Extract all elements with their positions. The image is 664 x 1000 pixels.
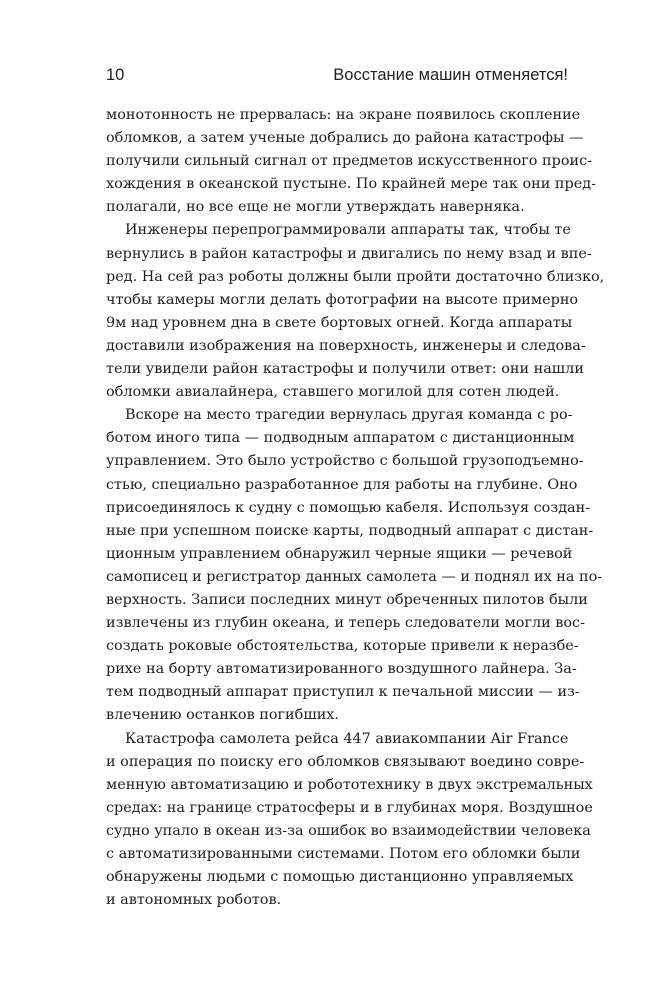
- text-line: чтобы камеры могли делать фотографии на высоте примерно: [106, 291, 579, 308]
- text-line: Катастрофа самолета рейса 447 авиакомпании Air France: [125, 730, 569, 747]
- text-line: присоединялось к судну с помощью кабеля. Используя создан-: [106, 499, 591, 516]
- text-line: обнаружены людьми с помощью дистанционно управляемых: [106, 869, 574, 886]
- text-line: тели увидели район катастрофы и получили ответ: они нашли: [106, 361, 584, 378]
- text-line: ботом иного типа — подводным аппаратом с дистанционным: [106, 430, 575, 447]
- text-line: извлечены из глубин океана, и теперь следователи могли вос-: [106, 615, 585, 632]
- page-header: [106, 66, 568, 90]
- text-line: средах: на границе стратосферы и в глубинах моря. Воздушное: [106, 799, 593, 816]
- text-line: 9м над уровнем дна в свете бортовых огней. Когда аппараты: [106, 314, 573, 331]
- text-line: влечению останков погибших.: [106, 707, 339, 724]
- text-line: самописец и регистратор данных самолета — и поднял их на по-: [106, 568, 603, 585]
- page-number: 10: [106, 66, 125, 84]
- text-line: вернулись в район катастрофы и двигались по нему взад и впе-: [106, 245, 592, 262]
- text-line: доставили изображения на поверхность, инженеры и следова-: [106, 337, 586, 354]
- paragraph: [106, 404, 603, 727]
- text-line: менную автоматизацию и робототехнику в двух экстремальных: [106, 776, 593, 793]
- paragraph: [106, 728, 593, 913]
- text-line: ные при успешном поиске карты, подводный аппарат с дистан-: [106, 522, 594, 539]
- text-line: ционным управлением обнаружил черные ящики — речевой: [106, 545, 573, 562]
- text-line: рихе на борту автоматизированного воздушного лайнера. За-: [106, 661, 577, 678]
- text-line: и операция по поиску его обломков связывают воедино совре-: [106, 753, 585, 770]
- text-line: монотонность не прервалась: на экране появилось скопление: [106, 107, 581, 123]
- text-line: создать роковые обстоятельства, которые привели к неразбе-: [106, 638, 579, 655]
- text-line: тем подводный аппарат приступил к печальной миссии — из-: [106, 684, 580, 701]
- text-line: получили сильный сигнал от предметов искусственного проис-: [106, 153, 593, 170]
- text-line: Инженеры перепрограммировали аппараты так, чтобы те: [125, 222, 571, 239]
- text-line: судно упало в океан из-за ошибок во взаимодействии человека: [106, 822, 591, 839]
- text-line: хождения в океанской пустыне. По крайней мере так они пред-: [106, 176, 596, 193]
- text-line: с автоматизированными системами. Потом его обломки были: [106, 846, 581, 862]
- text-line: Вскоре на место трагедии вернулась другая команда с ро-: [125, 407, 573, 424]
- paragraph: [106, 219, 605, 404]
- text-line: верхность. Записи последних минут обреченных пилотов были: [106, 591, 588, 608]
- text-line: обломки авиалайнера, ставшего могилой для сотен людей.: [106, 384, 560, 401]
- running-title: Восстание машин отменяется!: [333, 66, 568, 84]
- text-line: обломков, а затем ученые добрались до района катастрофы —: [106, 130, 584, 147]
- text-line: ред. На сей раз роботы должны были пройти достаточно близко,: [106, 268, 605, 285]
- text-line: стью, специально разработанное для работы на глубине. Оно: [106, 476, 578, 493]
- page-body: [106, 104, 605, 912]
- text-line: управлением. Это было устройство с большой грузоподъемно-: [106, 453, 584, 470]
- paragraph: [106, 104, 596, 219]
- text-line: полагали, но все еще не могли утверждать наверняка.: [106, 199, 525, 216]
- text-line: и автономных роботов.: [106, 892, 282, 909]
